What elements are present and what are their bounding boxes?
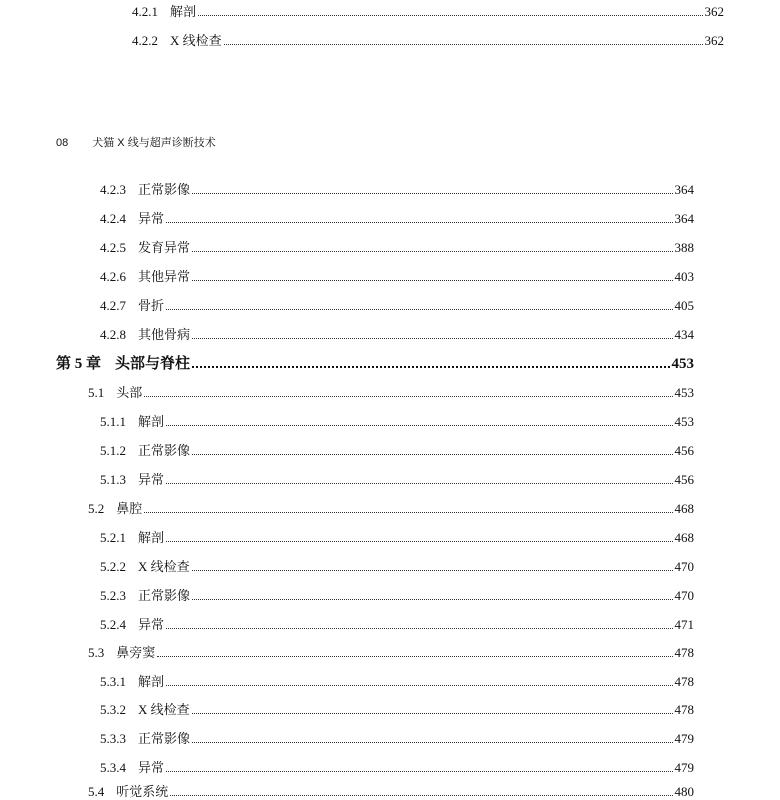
toc-entry-number: 5.1	[88, 385, 105, 400]
toc-entry-title: 正常影像	[138, 731, 191, 746]
toc-entry-title: 鼻腔	[116, 501, 143, 516]
toc-entry-title: 异常	[138, 472, 165, 487]
toc-entry	[132, 29, 724, 49]
toc-entry	[100, 178, 694, 198]
toc-section-entry	[88, 780, 694, 800]
dot-leader	[166, 425, 672, 426]
toc-entry	[132, 0, 724, 20]
toc-entry-page: 480	[674, 784, 694, 799]
toc-entry-page: 478	[674, 702, 694, 717]
toc-entry-page: 468	[674, 501, 694, 516]
dot-leader	[144, 512, 672, 513]
toc-entry-title: X 线检查	[138, 559, 190, 574]
toc-entry-page: 479	[674, 731, 694, 746]
toc-entry	[100, 756, 694, 776]
toc-entry-title: X 线检查	[138, 702, 190, 717]
toc-entry-title: 听觉系统	[116, 784, 169, 799]
toc-entry	[100, 526, 694, 546]
toc-entry-number: 5.2.4	[100, 617, 126, 632]
dot-leader	[198, 15, 702, 16]
dot-leader	[170, 795, 672, 796]
toc-entry	[100, 207, 694, 227]
dot-leader	[192, 366, 669, 368]
toc-entry-title: 头部	[116, 385, 143, 400]
dot-leader	[192, 599, 672, 600]
chapter-page: 453	[671, 356, 694, 372]
toc-entry-number: 4.2.2	[132, 33, 158, 48]
toc-entry-page: 434	[674, 327, 694, 342]
dot-leader	[144, 396, 672, 397]
toc-entry-number: 5.3.1	[100, 674, 126, 689]
toc-chapter-entry	[56, 352, 694, 372]
toc-entry-title: 解剖	[138, 530, 165, 545]
toc-entry-title: 正常影像	[138, 443, 191, 458]
toc-entry-number: 5.3.4	[100, 760, 126, 775]
toc-section-entry	[88, 381, 694, 401]
toc-entry-number: 4.2.1	[132, 4, 158, 19]
dot-leader	[166, 309, 672, 310]
toc-entry-number: 5.2	[88, 501, 105, 516]
toc-entry-number: 5.1.3	[100, 472, 126, 487]
dot-leader	[192, 570, 673, 571]
toc-entry	[100, 613, 694, 633]
header-book-title: 犬猫 X 线与超声诊断技术	[92, 137, 216, 149]
header-page-number: 08	[56, 137, 69, 149]
toc-entry-page: 364	[674, 182, 694, 197]
toc-entry-page: 453	[674, 414, 694, 429]
toc-entry-title: 鼻旁窦	[116, 645, 156, 660]
toc-entry	[100, 727, 694, 747]
dot-leader	[192, 713, 673, 714]
toc-entry-page: 470	[674, 559, 694, 574]
toc-entry-number: 4.2.3	[100, 182, 126, 197]
toc-entry-page: 362	[704, 33, 724, 48]
toc-entry-title: 解剖	[138, 414, 165, 429]
dot-leader	[192, 338, 672, 339]
dot-leader	[192, 251, 672, 252]
toc-entry-page: 403	[674, 269, 694, 284]
dot-leader	[157, 656, 672, 657]
toc-entry	[100, 584, 694, 604]
toc-entry-title: X 线检查	[170, 33, 222, 48]
toc-entry	[100, 294, 694, 314]
chapter-number: 第 5 章	[56, 356, 102, 372]
toc-entry-page: 364	[674, 211, 694, 226]
toc-entry-number: 5.4	[88, 784, 105, 799]
toc-entry	[100, 468, 694, 488]
toc-entry-page: 405	[674, 298, 694, 313]
toc-entry-title: 其他骨病	[138, 327, 191, 342]
toc-entry-number: 5.3.2	[100, 702, 126, 717]
toc-entry-title: 解剖	[170, 4, 197, 19]
toc-entry-page: 468	[674, 530, 694, 545]
toc-section-entry	[88, 641, 694, 661]
toc-entry	[100, 698, 694, 718]
toc-entry-title: 正常影像	[138, 588, 191, 603]
toc-entry-number: 5.2.3	[100, 588, 126, 603]
chapter-title: 头部与脊柱	[115, 356, 191, 372]
toc-entry-number: 5.1.2	[100, 443, 126, 458]
toc-entry-title: 其他异常	[138, 269, 191, 284]
toc-entry-number: 5.3.3	[100, 731, 126, 746]
toc-entry	[100, 670, 694, 690]
toc-entry-title: 解剖	[138, 674, 165, 689]
dot-leader	[192, 193, 672, 194]
dot-leader	[166, 628, 672, 629]
toc-entry-title: 异常	[138, 617, 165, 632]
toc-entry-page: 479	[674, 760, 694, 775]
toc-entry-page: 478	[674, 674, 694, 689]
toc-entry-number: 5.1.1	[100, 414, 126, 429]
toc-entry-number: 5.2.1	[100, 530, 126, 545]
dot-leader	[224, 44, 703, 45]
toc-entry	[100, 439, 694, 459]
toc-section-entry	[88, 497, 694, 517]
toc-entry-page: 362	[704, 4, 724, 19]
dot-leader	[166, 771, 672, 772]
toc-entry-page: 388	[674, 240, 694, 255]
dot-leader	[166, 483, 672, 484]
toc-entry-number: 4.2.4	[100, 211, 126, 226]
running-header	[56, 134, 216, 150]
toc-entry-number: 4.2.6	[100, 269, 126, 284]
dot-leader	[192, 454, 672, 455]
toc-entry-page: 471	[674, 617, 694, 632]
toc-entry-number: 4.2.5	[100, 240, 126, 255]
dot-leader	[166, 541, 672, 542]
toc-entry-title: 异常	[138, 760, 165, 775]
toc-entry	[100, 323, 694, 343]
toc-entry-number: 5.2.2	[100, 559, 126, 574]
toc-entry-page: 453	[674, 385, 694, 400]
dot-leader	[166, 685, 672, 686]
toc-entry-number: 4.2.7	[100, 298, 126, 313]
dot-leader	[192, 742, 672, 743]
toc-entry-title: 发育异常	[138, 240, 191, 255]
dot-leader	[166, 222, 672, 223]
toc-entry	[100, 410, 694, 430]
toc-entry	[100, 265, 694, 285]
toc-entry-number: 5.3	[88, 645, 105, 660]
toc-entry-page: 470	[674, 588, 694, 603]
toc-entry	[100, 236, 694, 256]
toc-entry-title: 正常影像	[138, 182, 191, 197]
toc-entry-title: 骨折	[138, 298, 165, 313]
toc-entry	[100, 555, 694, 575]
toc-entry-number: 4.2.8	[100, 327, 126, 342]
toc-entry-page: 478	[674, 645, 694, 660]
toc-entry-title: 异常	[138, 211, 165, 226]
toc-entry-page: 456	[674, 443, 694, 458]
dot-leader	[192, 280, 672, 281]
toc-entry-page: 456	[674, 472, 694, 487]
